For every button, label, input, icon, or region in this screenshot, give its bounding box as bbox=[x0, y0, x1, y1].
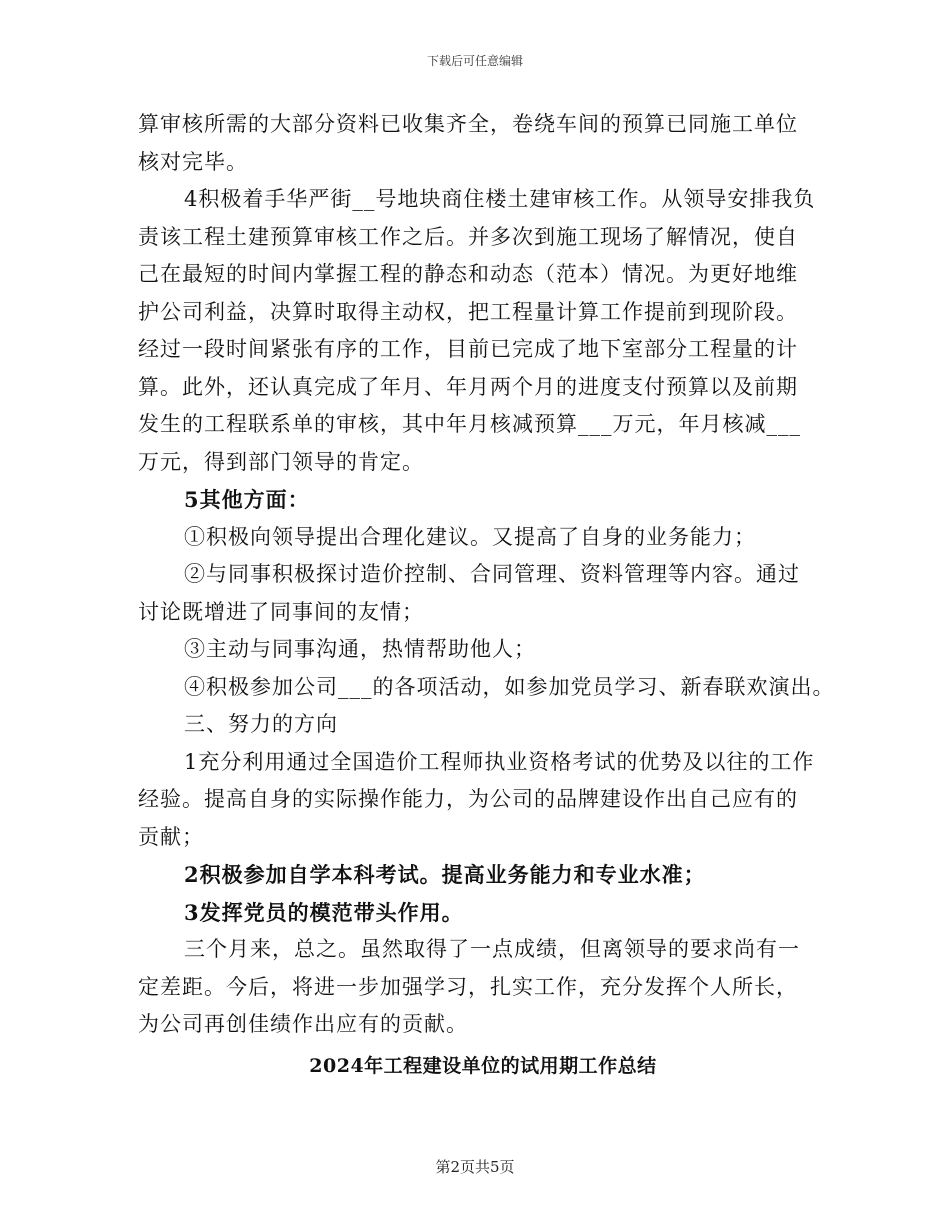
document-title: 2024年工程建设单位的试用期工作总结 bbox=[309, 1054, 657, 1077]
paragraph-line: 4积极着手华严街__号地块商住楼土建审核工作。从领导安排我负 bbox=[184, 187, 816, 211]
section-heading: 5其他方面： bbox=[184, 487, 310, 512]
paragraph-line: 经过一段时间紧张有序的工作，目前已完成了地下室部分工程量的计 bbox=[138, 337, 798, 361]
list-item: ①积极向领导提出合理化建议。又提高了自身的业务能力； bbox=[184, 524, 756, 549]
paragraph-line: 贡献； bbox=[138, 824, 204, 849]
paragraph-line: 核对完毕。 bbox=[138, 149, 248, 174]
paragraph-line: 责该工程土建预算审核工作之后。并多次到施工现场了解情况，使自 bbox=[138, 224, 798, 249]
paragraph-line: 算。此外，还认真完成了年月、年月两个月的进度支付预算以及前期 bbox=[138, 374, 798, 399]
paragraph-line: 三个月来，总之。虽然取得了一点成绩，但离领导的要求尚有一 bbox=[184, 937, 800, 961]
paragraph-line: 经验。提高自身的实际操作能力，为公司的品牌建设作出自己应有的 bbox=[138, 787, 798, 811]
section-heading: 三、努力的方向 bbox=[184, 712, 338, 736]
list-item: ②与同事积极探讨造价控制、合同管理、资料管理等内容。通过 bbox=[184, 562, 800, 586]
paragraph-line: 定差距。今后，将进一步加强学习，扎实工作，充分发挥个人所长， bbox=[138, 974, 798, 999]
paragraph-line: 讨论既增进了同事间的友情； bbox=[138, 599, 424, 624]
paragraph-line: 为公司再创佳绩作出应有的贡献。 bbox=[138, 1012, 468, 1036]
list-item: ③主动与同事沟通，热情帮助他人； bbox=[184, 637, 536, 661]
document-body bbox=[138, 106, 835, 1085]
list-item: ④积极参加公司___的各项活动，如参加党员学习、新春联欢演出。 bbox=[184, 674, 835, 699]
bold-item: 2积极参加自学本科考试。提高业务能力和专业水准； bbox=[184, 862, 706, 887]
paragraph-line: 发生的工程联系单的审核，其中年月核减预算___万元，年月核减___ bbox=[138, 412, 801, 436]
paragraph-line: 万元，得到部门领导的肯定。 bbox=[138, 449, 424, 474]
paragraph-line: 己在最短的时间内掌握工程的静态和动态（范本）情况。为更好地维 bbox=[138, 262, 798, 286]
paragraph-line: 护公司利益，决算时取得主动权，把工程量计算工作提前到现阶段。 bbox=[138, 299, 798, 324]
page-footer: 第2页共5页 bbox=[435, 1158, 515, 1176]
paragraph-line: 算审核所需的大部分资料已收集齐全，卷绕车间的预算已同施工单位 bbox=[138, 112, 798, 136]
bold-item: 3发挥党员的模范带头作用。 bbox=[184, 899, 464, 925]
paragraph-line: 1充分利用通过全国造价工程师执业资格考试的优势及以往的工作 bbox=[184, 749, 815, 774]
page-header: 下载后可任意编辑 bbox=[426, 54, 523, 68]
